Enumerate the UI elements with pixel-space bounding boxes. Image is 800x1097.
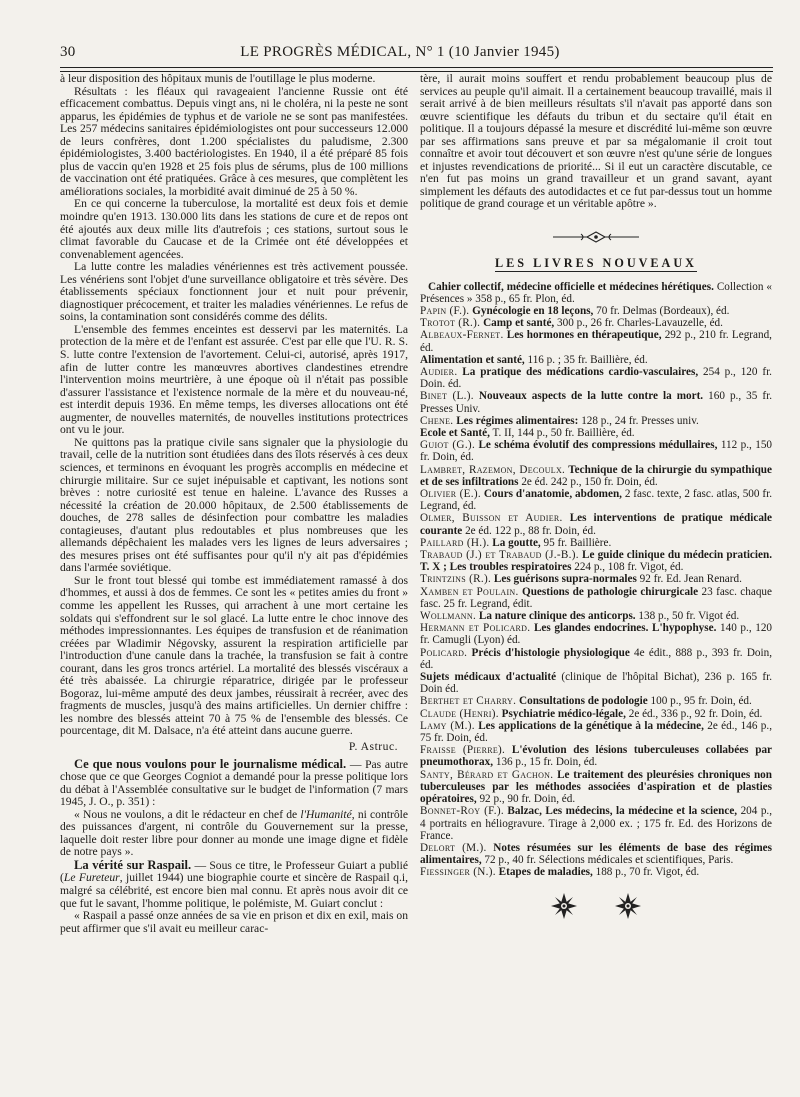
book-entry	[420, 744, 772, 768]
book-details: 138 p., 50 fr. Vigot éd.	[635, 610, 740, 623]
book-entry	[420, 281, 772, 305]
book-details: 2 fasc. texte, 2 fasc. atlas, 500 fr. Legrand, éd.	[420, 488, 772, 513]
book-title: L'évolution des lésions tuberculeuses collabées par pneumothorax,	[420, 744, 772, 769]
book-entry	[420, 708, 772, 720]
book-details: 2e éd. 122 p., 88 fr. Doin, éd.	[462, 524, 596, 537]
book-title: Notes résumées sur les éléments de base des régimes alimentaires,	[420, 841, 773, 867]
book-details: Collection « Présences » 358 p., 65 fr. Plon, éd.	[420, 280, 772, 305]
book-title: Sujets médicaux d'actualité	[420, 671, 557, 684]
news-item-journalisme	[60, 758, 408, 809]
news-item-raspail	[60, 859, 408, 910]
book-details: 254 p., 120 fr. Doin. éd.	[420, 365, 772, 391]
book-details: 140 p., 120 fr. Camugli (Lyon) éd.	[420, 622, 773, 647]
book-entry	[420, 805, 772, 842]
book-details: T. II, 144 p., 50 fr. Baillière, éd.	[489, 427, 635, 439]
section-title-text: LES LIVRES NOUVEAUX	[495, 256, 697, 271]
ornament-icon	[551, 229, 641, 245]
book-details: 204 p., 4 portraits en héliogravure. Tirage à 2,000 ex. ; 175 fr. Ed. des Horizons de France.	[420, 805, 773, 842]
book-author: Bonnet-Roy (F.).	[420, 805, 504, 818]
book-author: Delort (M.).	[420, 841, 487, 854]
book-entry	[420, 488, 772, 512]
book-title: Nouveaux aspects de la lutte contre la mort.	[473, 390, 704, 403]
book-details: 136 p., 15 fr. Doin, éd.	[493, 756, 598, 769]
book-author: Trabaud (J.) et Trabaud (J.-B.).	[420, 549, 579, 562]
book-author: Fiessinger (N.).	[420, 866, 496, 879]
book-entry	[420, 329, 772, 353]
book-details: 188 p., 70 fr. Vigot, éd.	[592, 866, 700, 879]
book-entry	[420, 769, 772, 806]
book-author: Lamy (M.).	[420, 719, 475, 732]
paragraph: Sur le front tout blessé qui tombe est immédiatement ramassé à dos d'hommes, et aussi à dos de femmes. Ce sont les « petites amies du front » comme les appellent les Russes, qui arrachent à une mort certaine les soldats qui s'effondrent sur le sol glacé. La lutte entre le choc innove des méthodes impressionnantes. Les équipes de transfusion et de réanimation créées par Wladimir Négovsky, assurent la respiration artificielle par l'introduction d'une canule dans la trachée, la transfusion se fait à contre courant, dans les gros troncs artériel. La mortalité des blessés viscéraux a été très abaissée. La chirurgie réparatrice, dirigée par le professeur Bogoraz, lui-même amputé des deux jambes, réussirait à recréer, avec des fragments de muscles, jusqu'à des mains artificielles. Un dernier chiffre : les nombre des blessés atteint 70 à 75 % de l'ensemble des blessés. Ce pourcentage, dit M. Dalsace, n'a été atteint dans aucune guerre.	[60, 573, 408, 738]
book-author: Policard.	[420, 646, 468, 659]
book-author: Xamben et Poulain.	[420, 585, 519, 598]
book-title: Les applications de la génétique à la médecine,	[474, 719, 704, 732]
book-author: Claude (Henri).	[420, 707, 499, 720]
book-author: Chene.	[420, 414, 454, 427]
book-entry	[420, 390, 772, 414]
book-entry	[420, 305, 772, 317]
book-title: Cours d'anatomie, abdomen,	[480, 488, 622, 501]
book-entry	[420, 695, 772, 707]
paragraph: L'ensemble des femmes enceintes est desservi par les maternités. La protection de la mère et de l'enfant est assurée. C'est par elle que l'U. R. S. S. lutte contre l'extension de l'avortement. Celui-ci, autorisé, après 1917, afin de lutter contre les manœuvres abortives clandestines etrendre l'intervention moins meurtrière, à une époque où il n'était pas possible d'assurer l'assistance et l'existence normale de la mère et du nouveau-né, est interdit depuis 1936. En même temps, les diverses allocations ont été augmenter, de nouvelles maternités, de nouvelles institutions protectrices ont vu le jour.	[60, 322, 408, 437]
book-entry	[420, 354, 772, 366]
section-title	[420, 257, 772, 270]
book-title: Le traitement des pleurésies chroniques non tuberculeuses par les méthodes associées d'aspiration et de plasties opératoires,	[420, 768, 772, 806]
book-details: (clinique de l'hôpital Bichat), 236 p. 165 fr. Doin éd.	[420, 671, 773, 696]
publication-name: Le Fureteur	[63, 871, 120, 885]
quote-paragraph	[60, 809, 408, 859]
paragraph: La lutte contre les maladies vénériennes est très activement poussée. Les vénériens sont l'objet d'une surveillance obligatoire et très sévère. Des établissements spéciaux fonctionnent jour et nuit pour prévenir, diagnostiquer précocement, et traiter les maladies vénériennes. Le refus de soins, la contamination sont considérés comme des délits.	[60, 260, 408, 324]
book-title: Le guide clinique du médecin praticien. T. X ; Les troubles respiratoires	[420, 549, 772, 574]
book-title: Etapes de maladies,	[495, 866, 593, 879]
quote-paragraph: « Raspail a passé onze années de sa vie en prison et dix en exil, mais on peut affirmer que s'il avait eu meilleur carac-	[60, 909, 408, 935]
author-signature: P. Astruc.	[348, 739, 398, 753]
book-entry	[420, 415, 772, 427]
book-author: Audier.	[420, 365, 458, 378]
book-title: Questions de pathologie chirurgicale	[518, 585, 699, 598]
book-details: 112 p., 150 fr. Doin, éd.	[420, 439, 773, 464]
book-entry	[420, 317, 772, 329]
book-author: Berthet et Charry.	[420, 695, 517, 708]
end-ornaments	[420, 891, 772, 925]
quote-text: , ni contrôle des puissances d'argent, ni contrôle du Gouvernement sur la presse, laquelle doit rester libre pour donner au monde une image digne et fidèle de notre pays ».	[60, 807, 408, 859]
quote-text: « Nous ne voulons, a dit le rédacteur en chef de	[74, 807, 301, 821]
book-author: Trotot (R.).	[420, 317, 481, 330]
book-entry	[420, 842, 772, 866]
book-author: Olmer, Buisson et Audier.	[420, 512, 563, 525]
book-details: 128 p., 24 fr. Presses univ.	[578, 414, 699, 427]
book-entry	[420, 671, 772, 695]
book-title: Psychiatrie médico-légale,	[498, 707, 626, 720]
book-entry	[420, 366, 772, 390]
book-author: Trintzins (R.).	[420, 573, 492, 586]
book-list	[420, 281, 772, 879]
book-title: Les glandes endocrines. L'hypophyse.	[530, 622, 717, 635]
book-title: La goutte,	[489, 536, 541, 549]
book-author: Albeaux-Fernet.	[420, 329, 504, 342]
book-author: Papin (F.).	[420, 304, 470, 317]
paragraph: Résultats : les fléaux qui ravageaient l'ancienne Russie ont été efficacement combattus. Depuis vingt ans, ni le choléra, ni la peste ne sont apparus, les épidémies de typhus et de variole ne se sont pas manifestées. Les 257 médecins sanitaires épidémiologistes ont pour successeurs 12.000 de leurs confrères, dont 1.200 spécialistes du paludisme, 2.300 épidémiologistes, 3.400 bactériologistes. En 1940, il a été préparé 85 fois plus de vaccin qu'en 1928 et 25 fois plus de sérums, plus de 100 millions de vaccination ont été pratiquées. Grâce à ces mesures, que complètent les améliorations sociales, la morbidité avait diminué de 25 à 50 %.	[60, 84, 408, 198]
heading-dash: —	[346, 757, 362, 771]
journal-title: LE PROGRÈS MÉDICAL, N° 1 (10 Janvier 1945)	[240, 44, 560, 60]
book-details: 72 p., 40 fr. Sélections médicales et scientifiques, Paris.	[481, 854, 734, 867]
book-details: 2e éd., 146 p., 75 fr. Doin, éd.	[420, 719, 772, 745]
book-details: 300 p., 26 fr. Charles-Lavauzelle, éd.	[554, 317, 723, 330]
book-entry	[420, 512, 772, 536]
book-details: 70 fr. Delmas (Bordeaux), éd.	[593, 304, 730, 317]
book-details: 2e éd., 336 p., 92 fr. Doin, éd.	[625, 707, 763, 720]
book-author: Hermann et Policard.	[420, 622, 531, 635]
book-details: 4e édit., 888 p., 393 fr. Doin, éd.	[420, 646, 772, 671]
star-ornament-icon	[549, 891, 579, 921]
book-title: Camp et santé,	[480, 317, 555, 330]
book-entry	[420, 866, 772, 878]
book-title: Technique de la chirurgie du sympathique et de ses infiltrations	[420, 463, 772, 488]
book-title: Le schéma évolutif des compressions médullaires,	[475, 439, 718, 452]
continuation-paragraph: tère, il aurait moins souffert et rendu probablement beaucoup plus de services au peuple qu'il aimait. Il a certainement beaucoup travaillé, mais il serait arrivé à de bien meilleurs résultats s'il n'avait pas apporté dans son œuvre scientifique les défauts du tribun et du sectaire qu'il était en politique. Il a toujours dépassé la mesure et discrédité lui-même son œuvre par ses affirmations sans preuve et par sa mégalomanie il croit tout connaître et avoir tout découvert et son œuvre n'est qu'une série de longues et injustes revendications de priorité... Si il eut un caractère discutable, ce n'en fut pas moins un grand travailleur et un grand savant, ayant simplement les défauts des autodidactes et ce fut par-dessus tout un homme politique de grand courage et un véritable apôtre ».	[420, 72, 772, 211]
book-entry	[420, 549, 772, 573]
book-title: Balzac, Les médecins, la médecine et la science,	[503, 805, 738, 818]
paragraph: à leur disposition des hôpitaux munis de l'outillage le plus moderne.	[60, 72, 376, 85]
book-author: Binet (L.).	[420, 390, 474, 403]
section-heading: Ce que nous voulons pour le journalisme médical.	[74, 756, 347, 771]
book-entry	[420, 439, 772, 463]
book-author: Lambret, Razemon, Decoulx.	[420, 463, 566, 476]
book-details: 2e éd. 242 p., 150 fr. Doin, éd.	[518, 475, 658, 488]
book-details: 160 p., 35 fr. Presses Univ.	[420, 390, 772, 415]
book-author: Fraisse (Pierre).	[420, 744, 506, 757]
book-entry	[420, 586, 772, 610]
book-entry	[420, 537, 772, 549]
book-title: Consultations de podologie	[516, 695, 648, 708]
book-entry	[420, 427, 772, 439]
news-text: — Sous ce titre, le Professeur Guiart a publié (	[60, 858, 408, 885]
book-author: Santy, Bérard et Gachon.	[420, 768, 554, 781]
book-author: Guiot (G.).	[420, 439, 476, 452]
book-entry	[420, 720, 772, 744]
book-title: Alimentation et santé,	[420, 353, 525, 366]
news-text: , juillet 1944) une biographie courte et sincère de Raspail q.i, malgré sa célébrité, est encore bien mal connu. Et après nous avoir dit ce que fut le savant, l'homme politique, le polémiste, M. Guiart conclut :	[60, 871, 408, 910]
book-entry	[420, 647, 772, 671]
book-details: 92 p., 90 fr. Doin, éd.	[476, 793, 576, 806]
right-column	[420, 73, 772, 925]
left-column	[60, 73, 408, 935]
book-details: 116 p. ; 35 fr. Baillière, éd.	[524, 353, 648, 366]
book-details: 100 p., 95 fr. Doin, éd.	[647, 695, 752, 708]
book-title: Ecole et Santé,	[420, 427, 490, 439]
book-entry	[420, 622, 772, 646]
book-title: Les hormones en thérapeutique,	[503, 329, 662, 342]
book-title: Les guérisons supra-normales	[491, 573, 637, 586]
book-title: Précis d'histologie physiologique	[467, 646, 630, 659]
book-title: Les régimes alimentaires:	[453, 414, 579, 427]
news-text: Pas autre chose que ce que Georges Cogniot a demandé pour la presse politique lors du débat à l'Assemblée consultative sur le budget de l'information (7 mars 1945, J. O., p. 351) :	[60, 757, 408, 809]
paragraph: Ne quittons pas la pratique civile sans signaler que la physiologie du travail, celle de la nutrition sont étudiées dans des îlots réservés à ces deux sciences, et terminons en évoquant les progrès accomplis en médecine et chirurgie militaire. Sur ce sujet inépuisable et captivant, les notions sont brèves : notre curiosité est tenue en haleine. L'avance des Russes a nécessité la création de 20.000 hôpitaux, de 2.500 établissements de douches, de 278 salles de désinfection pour combattre les maladies contagieuses, d'autant plus redoutables et plus nombreuses que les allemands dépêchaient les malades vers les lignes de leurs adversaires ; des mesures prises ont été suffisantes pour qu'il n'y ait pas d'épidémies dans l'armée soviétique.	[60, 435, 408, 575]
book-details: 224 p., 108 fr. Vigot, éd.	[571, 561, 684, 574]
book-entry	[420, 573, 772, 585]
star-ornament-icon	[613, 891, 643, 921]
section-heading: La vérité sur Raspail.	[74, 857, 192, 872]
book-author: Paillard (H.).	[420, 536, 490, 549]
book-details: 95 fr. Baillière.	[540, 536, 612, 549]
page-header	[28, 44, 772, 66]
book-title: Les interventions de pratique médicale courante	[420, 512, 772, 537]
book-details: 23 fasc. chaque fasc. 25 fr. Legrand, édit.	[420, 585, 772, 610]
book-entry	[420, 464, 772, 488]
book-entry	[420, 610, 772, 622]
book-title: Gynécologie en 18 leçons,	[469, 304, 594, 317]
page-number: 30	[60, 44, 76, 60]
book-title: La nature clinique des anticorps.	[476, 610, 636, 623]
book-author: Olivier (E.).	[420, 488, 481, 501]
book-details: 292 p., 210 fr. Legrand, éd.	[420, 329, 772, 354]
ornament-divider	[420, 229, 772, 251]
book-details: 92 fr. Ed. Jean Renard.	[636, 573, 742, 586]
book-author: Wollmann.	[420, 610, 477, 623]
newspaper-name: l'Humanité	[300, 807, 352, 821]
book-title: La pratique des médications cardio-vasculaires,	[457, 365, 699, 378]
paragraph: En ce qui concerne la tuberculose, la mortalité est deux fois et demie moindre qu'en 1913. 130.000 lits dans les stations de cure et de repos ont été ajoutés aux deux mille lits d'autrefois ; ces stations, surtout sous le climat favorable du Caucase et de la Crimée ont été développées et convenablement agencées.	[60, 197, 408, 261]
book-title: Cahier collectif, médecine officielle et médecines hérétiques.	[428, 280, 714, 293]
